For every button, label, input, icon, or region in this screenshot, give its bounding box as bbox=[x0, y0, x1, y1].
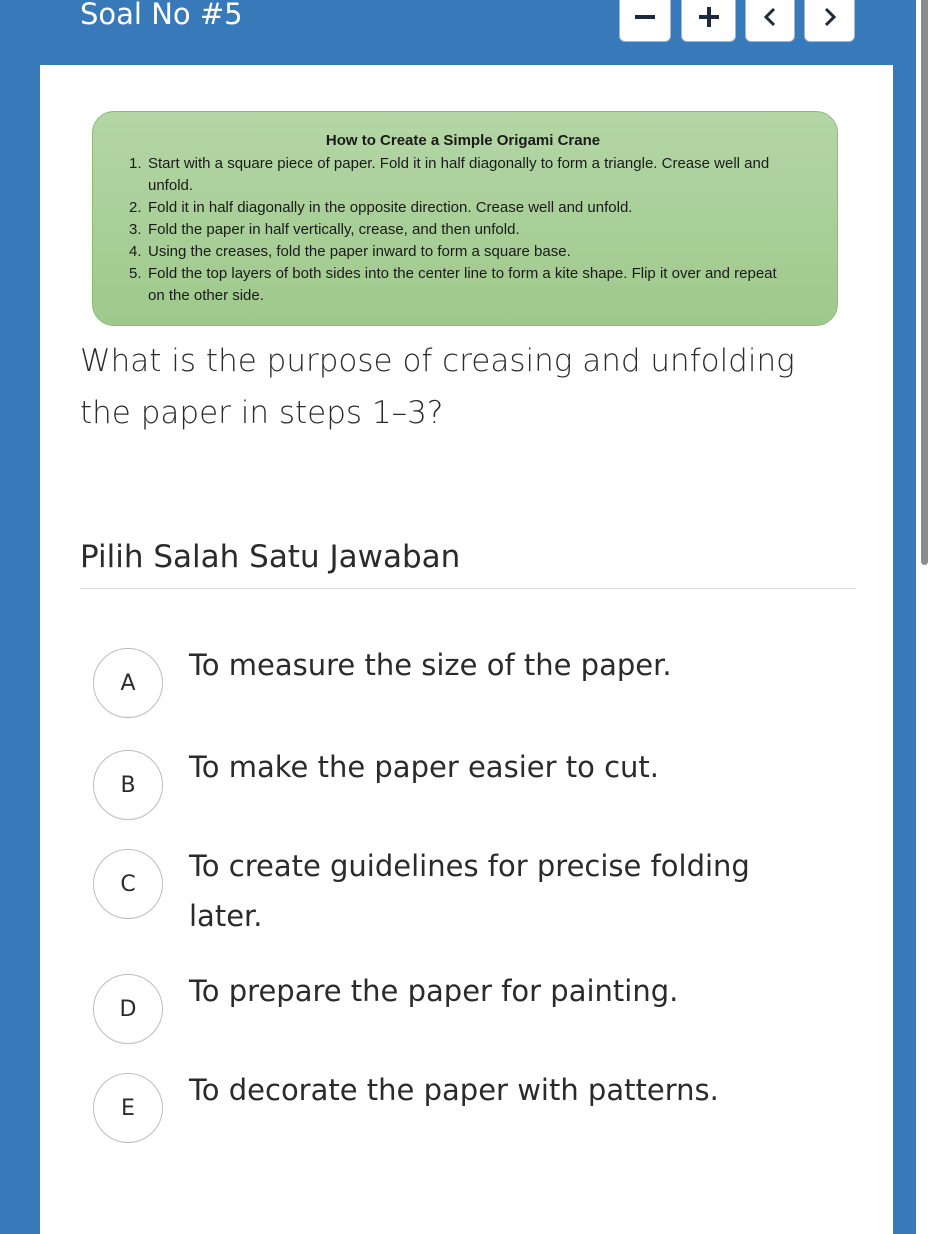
step-number: 2. bbox=[129, 199, 142, 216]
step-text: Using the creases, fold the paper inward to form a square base. bbox=[148, 243, 571, 260]
option-letter[interactable]: B bbox=[93, 750, 163, 820]
step-text: Fold it in half diagonally in the opposite direction. Crease well and unfold. bbox=[148, 199, 633, 216]
plus-icon bbox=[699, 7, 719, 27]
scrollbar[interactable] bbox=[916, 0, 933, 1234]
option-text[interactable]: To decorate the paper with patterns. bbox=[189, 1073, 719, 1107]
passage-step bbox=[129, 241, 797, 263]
step-number: 3. bbox=[129, 221, 142, 238]
question-panel bbox=[40, 65, 893, 1234]
option-letter[interactable]: D bbox=[93, 974, 163, 1044]
step-number: 5. bbox=[129, 265, 142, 282]
scrollbar-thumb[interactable] bbox=[921, 0, 928, 565]
previous-button[interactable] bbox=[745, 0, 795, 42]
option-text[interactable]: To create guidelines for precise folding later. bbox=[189, 849, 750, 933]
step-number: 1. bbox=[129, 155, 142, 172]
option-b[interactable] bbox=[93, 750, 833, 820]
chevron-right-icon bbox=[824, 7, 836, 27]
divider bbox=[80, 588, 856, 589]
step-text: Fold the paper in half vertically, crease, and then unfold. bbox=[148, 221, 520, 238]
option-text[interactable]: To measure the size of the paper. bbox=[189, 648, 672, 682]
option-e[interactable] bbox=[93, 1073, 833, 1143]
passage-step bbox=[129, 219, 797, 241]
answer-section-title: Pilih Salah Satu Jawaban bbox=[80, 539, 461, 575]
passage-steps bbox=[129, 153, 797, 307]
reading-passage bbox=[92, 111, 838, 326]
option-a[interactable] bbox=[93, 648, 833, 718]
option-text[interactable]: To make the paper easier to cut. bbox=[189, 750, 659, 784]
option-letter[interactable]: E bbox=[93, 1073, 163, 1143]
passage-step bbox=[129, 153, 797, 197]
next-button[interactable] bbox=[804, 0, 855, 42]
question-number-title: Soal No #5 bbox=[80, 0, 243, 31]
option-d[interactable] bbox=[93, 974, 833, 1044]
option-letter[interactable]: A bbox=[93, 648, 163, 718]
option-letter[interactable]: C bbox=[93, 849, 163, 919]
step-text: Fold the top layers of both sides into the center line to form a kite shape. Flip it over and repeat on the other side. bbox=[148, 265, 777, 304]
step-text: Start with a square piece of paper. Fold it in half diagonally to form a triangle. Crease well and unfold. bbox=[148, 155, 770, 194]
passage-step bbox=[129, 263, 797, 307]
zoom-in-button[interactable] bbox=[681, 0, 736, 42]
passage-step bbox=[129, 197, 797, 219]
chevron-left-icon bbox=[764, 7, 776, 27]
passage-title: How to Create a Simple Origami Crane bbox=[325, 132, 601, 149]
step-number: 4. bbox=[129, 243, 142, 260]
zoom-out-button[interactable] bbox=[619, 0, 671, 42]
question-text: What is the purpose of creasing and unfolding the paper in steps 1–3? bbox=[80, 343, 795, 431]
minus-icon bbox=[635, 14, 655, 20]
option-text[interactable]: To prepare the paper for painting. bbox=[189, 974, 679, 1008]
option-c[interactable] bbox=[93, 849, 833, 941]
